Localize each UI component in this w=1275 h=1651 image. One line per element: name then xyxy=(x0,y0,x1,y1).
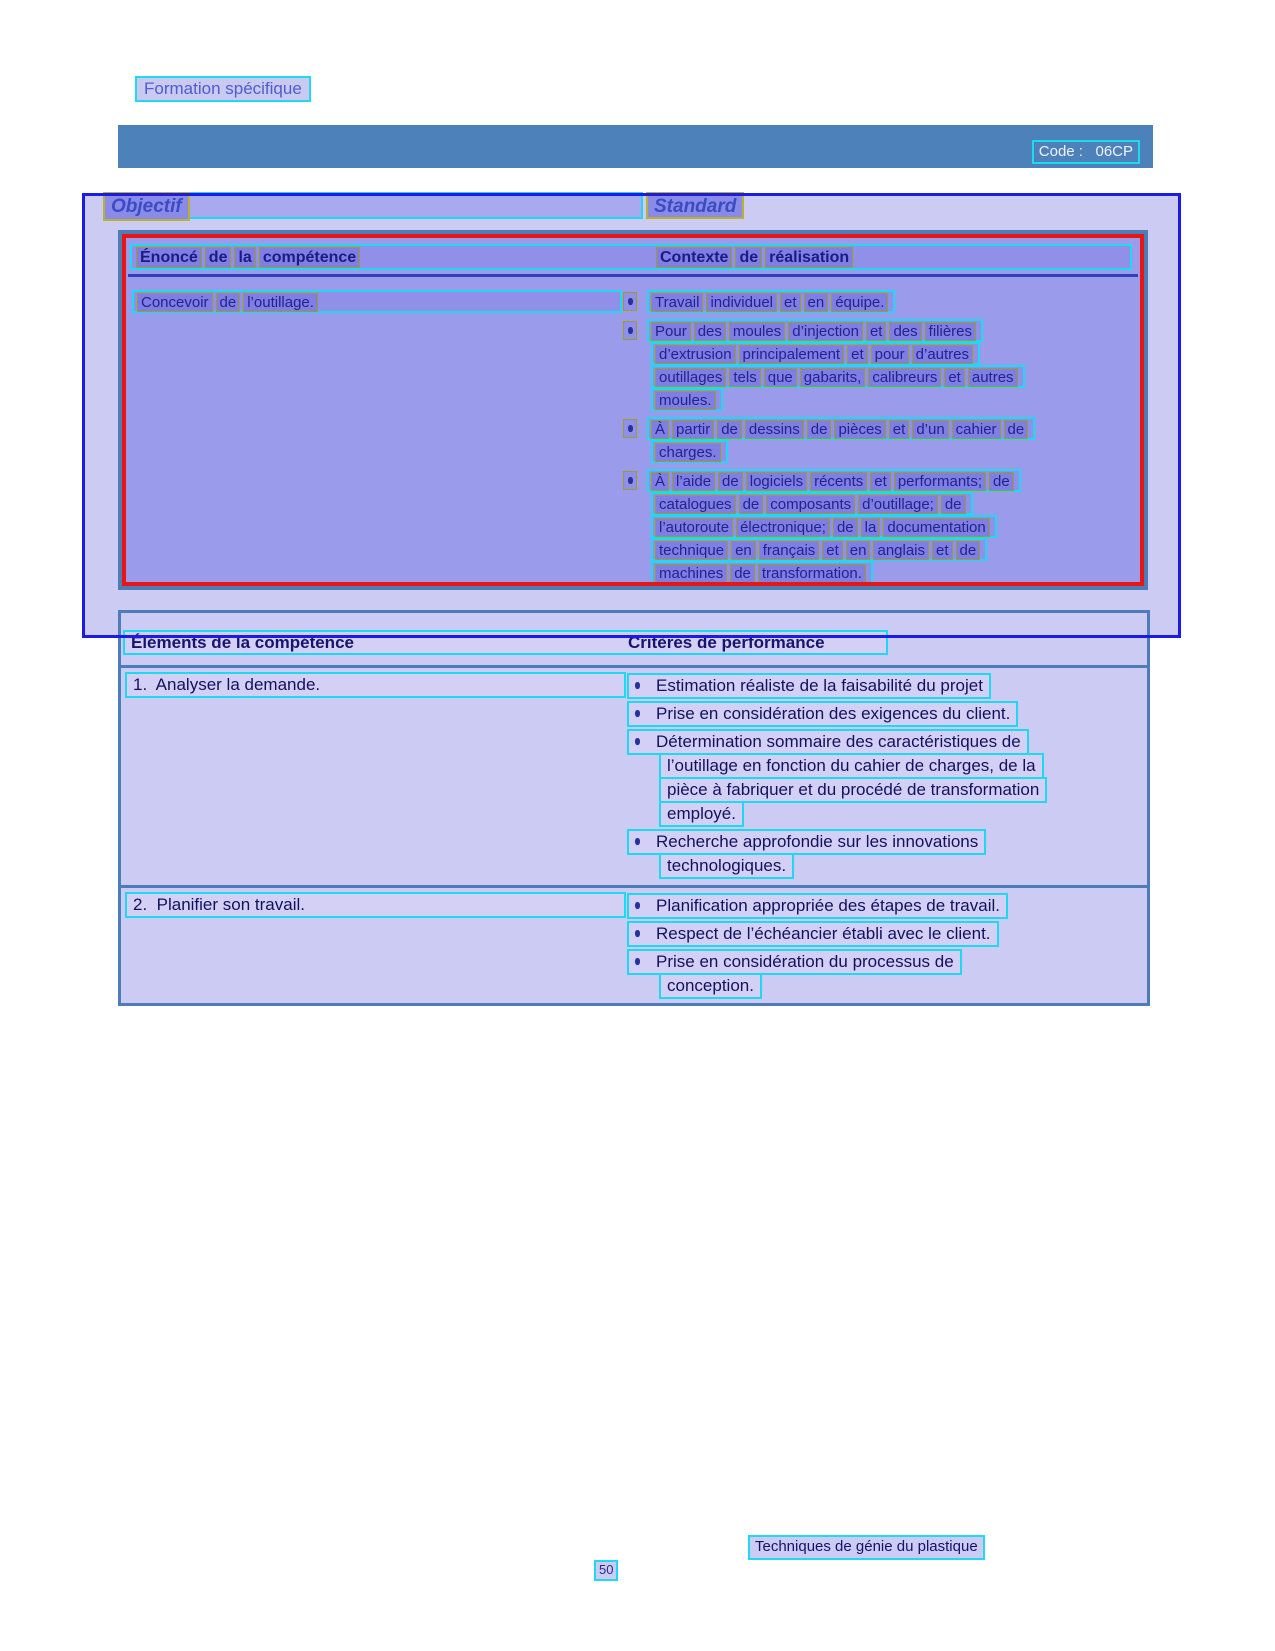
section-header: Formation spécifique xyxy=(135,76,311,102)
text-line xyxy=(647,469,1021,492)
text-line xyxy=(659,853,794,879)
text-line xyxy=(651,388,723,411)
word-box: principalement xyxy=(739,345,845,364)
word-box: l’autoroute xyxy=(655,518,733,537)
context-list xyxy=(623,290,1144,586)
text-line xyxy=(659,973,762,999)
text-line xyxy=(627,673,991,699)
word-box: cahier xyxy=(952,420,1001,439)
word-box: d’injection xyxy=(788,322,863,341)
bullet-icon xyxy=(635,682,640,689)
word-box: d’un xyxy=(912,420,948,439)
word-box: et xyxy=(847,345,868,364)
text-line-row xyxy=(659,801,1147,825)
word-box: de xyxy=(833,518,858,537)
text-line xyxy=(627,921,999,947)
word-box: À xyxy=(651,420,669,439)
word-box: de xyxy=(1004,420,1029,439)
text-line xyxy=(647,417,1035,440)
text-line-row xyxy=(623,469,1144,492)
word-box: logiciels xyxy=(746,472,807,491)
bullet-dot xyxy=(628,477,633,484)
bullet-icon xyxy=(623,471,637,490)
word-box: de xyxy=(730,564,755,583)
word-box: récents xyxy=(810,472,867,491)
word-box: À xyxy=(651,472,669,491)
word-box: et xyxy=(866,322,887,341)
elements-table xyxy=(118,610,1150,1006)
word-box: moules. xyxy=(655,391,716,410)
word-box: des xyxy=(889,322,921,341)
text-line xyxy=(627,729,1029,755)
standard-heading: Standard xyxy=(646,192,744,219)
list-item xyxy=(627,729,1147,825)
text-line xyxy=(651,440,728,463)
header-line-box xyxy=(123,630,888,655)
word-box: et xyxy=(780,293,801,312)
text-line xyxy=(647,319,983,342)
text-line xyxy=(659,777,1047,803)
table-row xyxy=(121,668,1147,888)
text-line-row xyxy=(623,417,1144,440)
bullet-icon xyxy=(623,292,637,311)
text-line xyxy=(627,829,986,855)
bullet-dot xyxy=(628,298,633,305)
criteria-list xyxy=(627,673,1147,881)
header-enonce xyxy=(136,247,363,268)
text-line xyxy=(651,365,1025,388)
bullet-dot xyxy=(628,425,633,432)
text-line-row xyxy=(627,673,1147,697)
word-box: technique xyxy=(655,541,728,560)
text-line xyxy=(627,701,1018,727)
text-line xyxy=(659,801,744,827)
text-line-row xyxy=(651,492,1144,515)
header-line-box xyxy=(130,244,1132,270)
text-line-row xyxy=(651,515,1144,538)
criteria-list xyxy=(627,893,1147,1001)
word-box: des xyxy=(694,322,726,341)
page-number: 50 xyxy=(594,1560,618,1581)
word-box: composants xyxy=(766,495,855,514)
word-box: et xyxy=(944,368,965,387)
list-item xyxy=(627,893,1147,917)
text-line xyxy=(651,342,980,365)
text-line xyxy=(651,492,973,515)
bullet-icon xyxy=(635,902,640,909)
text-line-row xyxy=(651,388,1144,411)
word-box: pièces xyxy=(834,420,885,439)
text-line-row xyxy=(659,973,1147,997)
word-box: de xyxy=(216,293,241,312)
text-line-row xyxy=(623,319,1144,342)
text-line-row xyxy=(651,342,1144,365)
word-box: en xyxy=(731,541,756,560)
text-line-row xyxy=(627,829,1147,853)
word-box: l’outillage. xyxy=(243,293,318,312)
word-box: filières xyxy=(925,322,976,341)
word-box: que xyxy=(764,368,797,387)
word-box: autres xyxy=(968,368,1018,387)
elements-table-rows xyxy=(121,668,1147,1003)
word-box: équipe. xyxy=(831,293,888,312)
text-span: pièce à fabriquer et du procédé de transformation xyxy=(667,780,1040,799)
word-box: Concevoir xyxy=(137,293,213,312)
list-item xyxy=(623,290,1144,313)
header-contexte xyxy=(656,247,856,268)
competence-table-body xyxy=(128,278,1138,580)
word-box: outillages xyxy=(655,368,726,387)
element-title: 2. Planifier son travail. xyxy=(125,892,626,918)
element-title: 1. Analyser la demande. xyxy=(125,672,626,698)
text-span: Prise en considération des exigences du client. xyxy=(656,704,1011,723)
text-span: Détermination sommaire des caractéristiques de xyxy=(656,732,1021,751)
text-span: l’outillage en fonction du cahier de charges, de la xyxy=(667,756,1036,775)
elements-table-header xyxy=(121,613,1147,668)
text-span: Planification appropriée des étapes de travail. xyxy=(656,896,1000,915)
word-box: d’outillage; xyxy=(858,495,938,514)
list-item xyxy=(623,417,1144,463)
word-box: catalogues xyxy=(655,495,736,514)
word-box: anglais xyxy=(873,541,929,560)
text-line-row xyxy=(651,440,1144,463)
list-item xyxy=(627,829,1147,877)
text-line xyxy=(659,753,1044,779)
text-span: Respect de l’échéancier établi avec le client. xyxy=(656,924,991,943)
bullet-icon xyxy=(635,738,640,745)
word-box: l’aide xyxy=(672,472,715,491)
text-line xyxy=(627,893,1008,919)
word-box: gabarits, xyxy=(800,368,866,387)
text-line-row xyxy=(627,729,1147,753)
bullet-icon xyxy=(635,838,640,845)
word-box: de xyxy=(735,247,762,268)
word-box: et xyxy=(822,541,843,560)
word-box: et xyxy=(932,541,953,560)
word-box: la xyxy=(861,518,881,537)
text-line xyxy=(651,561,873,584)
word-box: la xyxy=(234,247,255,268)
word-box: performants; xyxy=(894,472,986,491)
list-item xyxy=(623,469,1144,584)
text-line-row xyxy=(623,290,1144,313)
text-span: employé. xyxy=(667,804,736,823)
header-criteres: Critères de performance xyxy=(628,633,825,652)
word-box: de xyxy=(956,541,981,560)
bullet-icon xyxy=(635,958,640,965)
text-line-row xyxy=(627,893,1147,917)
header-elements: Éléments de la compétence xyxy=(131,633,354,652)
text-line-row xyxy=(627,949,1147,973)
word-box: de xyxy=(717,420,742,439)
bullet-icon xyxy=(623,419,637,438)
text-span: Recherche approfondie sur les innovations xyxy=(656,832,979,851)
word-box: de xyxy=(739,495,764,514)
text-line xyxy=(651,515,997,538)
word-box: individuel xyxy=(706,293,777,312)
word-box: français xyxy=(759,541,820,560)
word-box: calibreurs xyxy=(868,368,941,387)
word-box: en xyxy=(846,541,871,560)
table-row xyxy=(121,888,1147,1009)
word-box: Travail xyxy=(651,293,703,312)
text-line-row xyxy=(659,777,1147,801)
word-box: réalisation xyxy=(765,247,853,268)
text-line xyxy=(647,290,895,313)
text-line-row xyxy=(659,853,1147,877)
bullet-icon xyxy=(635,710,640,717)
competence-table xyxy=(118,230,1148,590)
word-box: Énoncé xyxy=(136,247,202,268)
list-item xyxy=(627,701,1147,725)
word-box: compétence xyxy=(259,247,360,268)
text-line-row xyxy=(651,365,1144,388)
word-box: Contexte xyxy=(656,247,732,268)
word-box: moules xyxy=(729,322,785,341)
word-box: de xyxy=(807,420,832,439)
text-line xyxy=(651,538,987,561)
word-box: pour xyxy=(871,345,909,364)
competence-statement xyxy=(132,290,622,313)
word-box: d’autres xyxy=(912,345,973,364)
text-span: technologiques. xyxy=(667,856,787,875)
footer-program-title: Techniques de génie du plastique xyxy=(748,1535,985,1560)
list-item xyxy=(623,319,1144,411)
word-box: de xyxy=(941,495,966,514)
text-line-row xyxy=(627,921,1147,945)
word-box: de xyxy=(205,247,232,268)
word-box: charges. xyxy=(655,443,721,462)
word-box: transformation. xyxy=(758,564,866,583)
code-value: Code : 06CP xyxy=(1032,140,1140,164)
text-span: Estimation réaliste de la faisabilité du projet xyxy=(656,676,983,695)
objectif-heading: Objectif xyxy=(103,192,190,221)
list-item xyxy=(627,673,1147,697)
word-box: tels xyxy=(729,368,760,387)
bullet-icon xyxy=(635,930,640,937)
list-item xyxy=(627,921,1147,945)
bullet-dot xyxy=(628,327,633,334)
word-box: Pour xyxy=(651,322,691,341)
word-box: machines xyxy=(655,564,727,583)
text-line-row xyxy=(659,753,1147,777)
competence-table-inner xyxy=(122,234,1144,586)
word-box: dessins xyxy=(745,420,804,439)
word-box: documentation xyxy=(883,518,989,537)
word-box: de xyxy=(989,472,1014,491)
word-box: et xyxy=(870,472,891,491)
text-line xyxy=(627,949,962,975)
word-box: partir xyxy=(672,420,714,439)
list-item xyxy=(627,949,1147,997)
bullet-icon xyxy=(623,321,637,340)
word-box: de xyxy=(718,472,743,491)
word-box: électronique; xyxy=(736,518,830,537)
code-bar xyxy=(118,125,1153,168)
word-box: et xyxy=(889,420,910,439)
word-box: en xyxy=(804,293,829,312)
text-line-row xyxy=(651,538,1144,561)
text-line-row xyxy=(627,701,1147,725)
competence-table-header xyxy=(128,240,1138,277)
text-line-row xyxy=(651,561,1144,584)
text-span: conception. xyxy=(667,976,754,995)
objectif-heading-row xyxy=(103,192,643,219)
word-box: d’extrusion xyxy=(655,345,736,364)
text-span: Prise en considération du processus de xyxy=(656,952,954,971)
